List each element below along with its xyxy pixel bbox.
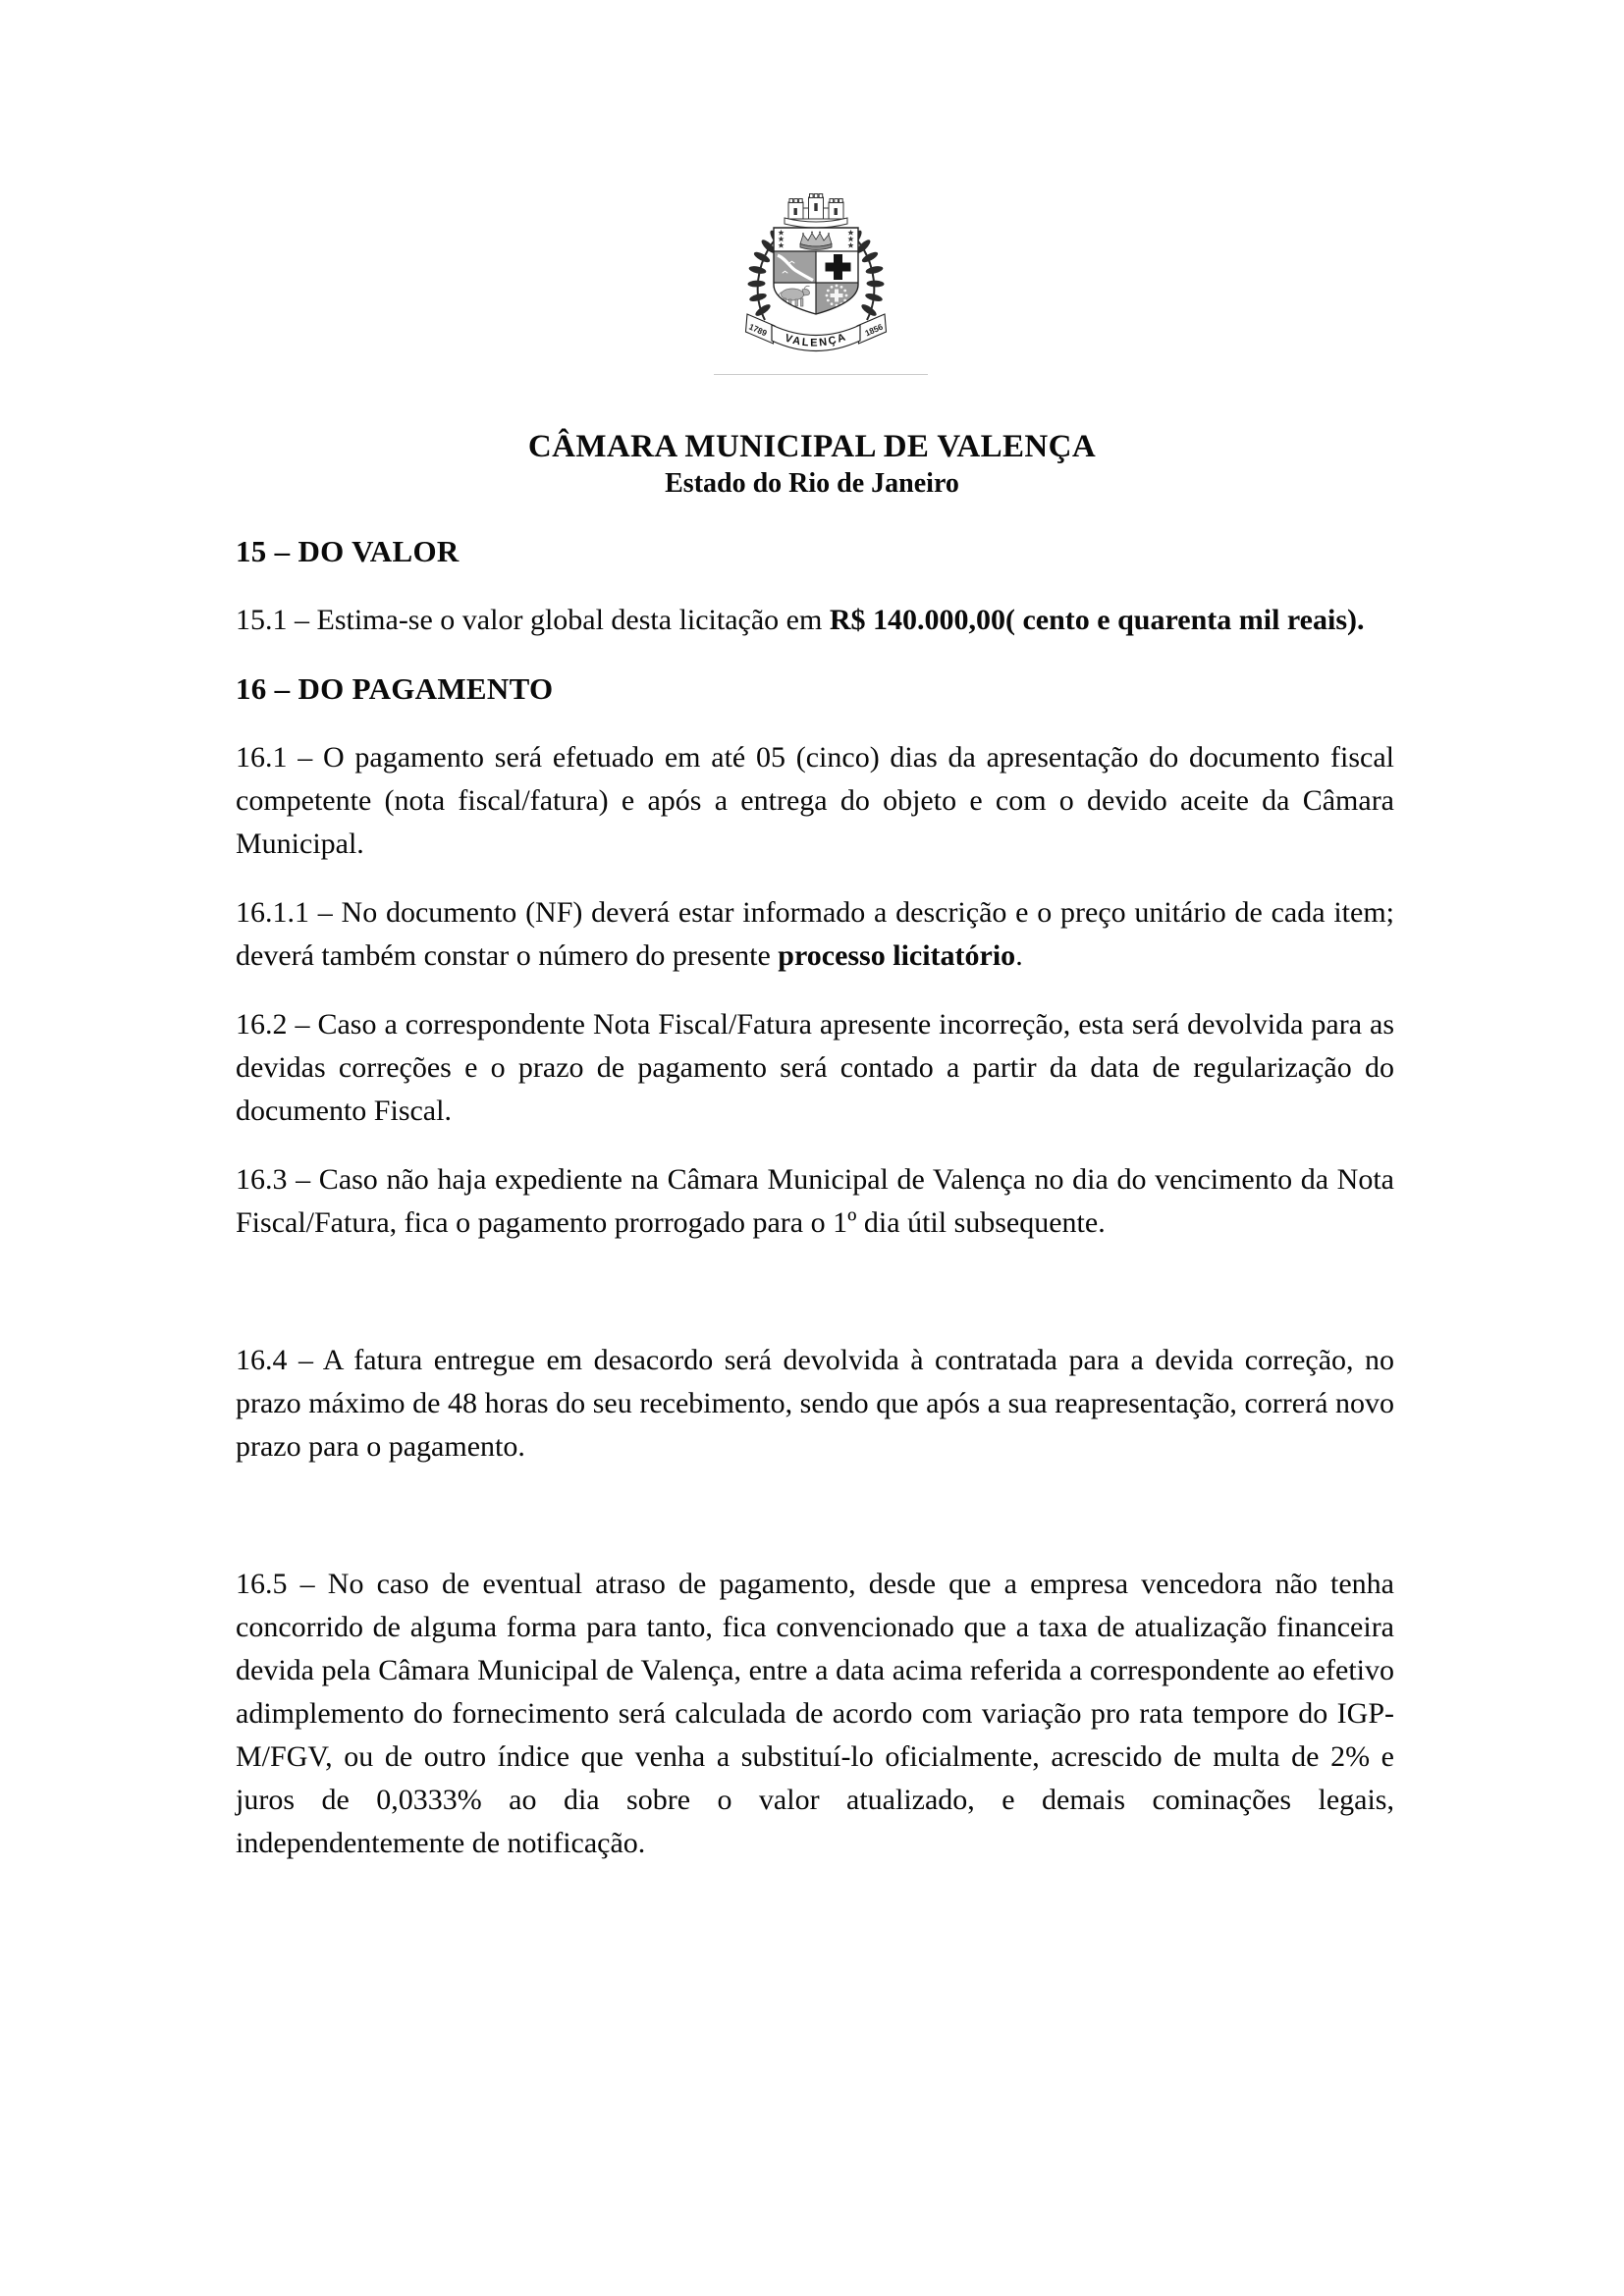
org-title: CÂMARA MUNICIPAL DE VALENÇA bbox=[527, 429, 1097, 464]
ribbon-year-right: 1856 bbox=[863, 321, 885, 339]
letterhead bbox=[0, 428, 1624, 500]
ribbon-city-name: VALENÇA bbox=[783, 331, 849, 349]
paragraph bbox=[236, 1003, 1394, 1133]
paragraph-text: 16.1.1 – No documento (NF) deverá estar informado a descrição e o preço unitário de cada item; deverá também constar o número do presente bbox=[236, 896, 1394, 972]
paragraph-text: 16.5 – No caso de eventual atraso de pagamento, desde que a empresa vencedora não tenha concorrido de alguma forma para tanto, fica convencionado que a taxa de atualização financeira devida pela Câmara Municipal de Valença, entre a data acima referida a correspondente ao efetivo adimplemento do fornecimento será calculada de acordo com variação pro rata tempore do IGP-M/FGV, ou de outro índice que venha a substituí-lo oficialmente, acrescido de multa de 2% e juros de 0,0333% ao dia sobre o valor atualizado, e demais cominações legais, independentemente de notificação. bbox=[236, 1568, 1394, 1859]
org-subtitle: Estado do Rio de Janeiro bbox=[665, 468, 959, 499]
paragraph bbox=[236, 1158, 1394, 1245]
coat-of-arms bbox=[718, 188, 914, 373]
paragraph-text: 16.1 – O pagamento será efetuado em até 05 (cinco) dias da apresentação do documento fiscal competente (nota fiscal/fatura) e após a entrega do objeto e com o devido aceite da Câmara Municipal. bbox=[236, 741, 1394, 860]
paragraph-text: 15.1 – Estima-se o valor global desta licitação em bbox=[236, 604, 830, 636]
valenca-coat-of-arms-graphic bbox=[718, 188, 914, 371]
paragraph bbox=[236, 1563, 1394, 1865]
paragraph-text-bold: R$ 140.000,00( cento e quarenta mil reais). bbox=[829, 604, 1365, 636]
paragraph-text: . bbox=[1015, 939, 1023, 972]
section-heading: 15 – DO VALOR bbox=[236, 534, 460, 568]
paragraph-text: 16.4 – A fatura entregue em desacordo será devolvida à contratada para a devida correção, no prazo máximo de 48 horas do seu recebimento, sendo que após a sua reapresentação, correrá novo prazo para o pagamento. bbox=[236, 1344, 1394, 1463]
logo-underline bbox=[714, 374, 928, 375]
paragraph bbox=[236, 599, 1394, 642]
paragraph bbox=[236, 1339, 1394, 1468]
blank-line-spacer bbox=[236, 1270, 1394, 1339]
mural-crown bbox=[785, 194, 847, 229]
ribbon-year-left: 1789 bbox=[747, 321, 769, 339]
paragraph-text: 16.2 – Caso a correspondente Nota Fiscal/Fatura apresente incorreção, esta será devolvida para as devidas correções e o prazo de pagamento será contado a partir da data de regularização do documento Fiscal. bbox=[236, 1008, 1394, 1127]
section-heading: 16 – DO PAGAMENTO bbox=[236, 671, 554, 706]
paragraph bbox=[236, 736, 1394, 866]
paragraph-text: 16.3 – Caso não haja expediente na Câmara Municipal de Valença no dia do vencimento da Nota Fiscal/Fatura, fica o pagamento prorrogado para o 1º dia útil subsequente. bbox=[236, 1163, 1394, 1239]
blank-line-spacer bbox=[236, 1494, 1394, 1563]
shield bbox=[774, 228, 858, 316]
ribbon bbox=[746, 314, 887, 351]
document-body bbox=[236, 530, 1394, 1891]
paragraph bbox=[236, 891, 1394, 978]
paragraph-text-bold: processo licitatório bbox=[778, 939, 1016, 972]
